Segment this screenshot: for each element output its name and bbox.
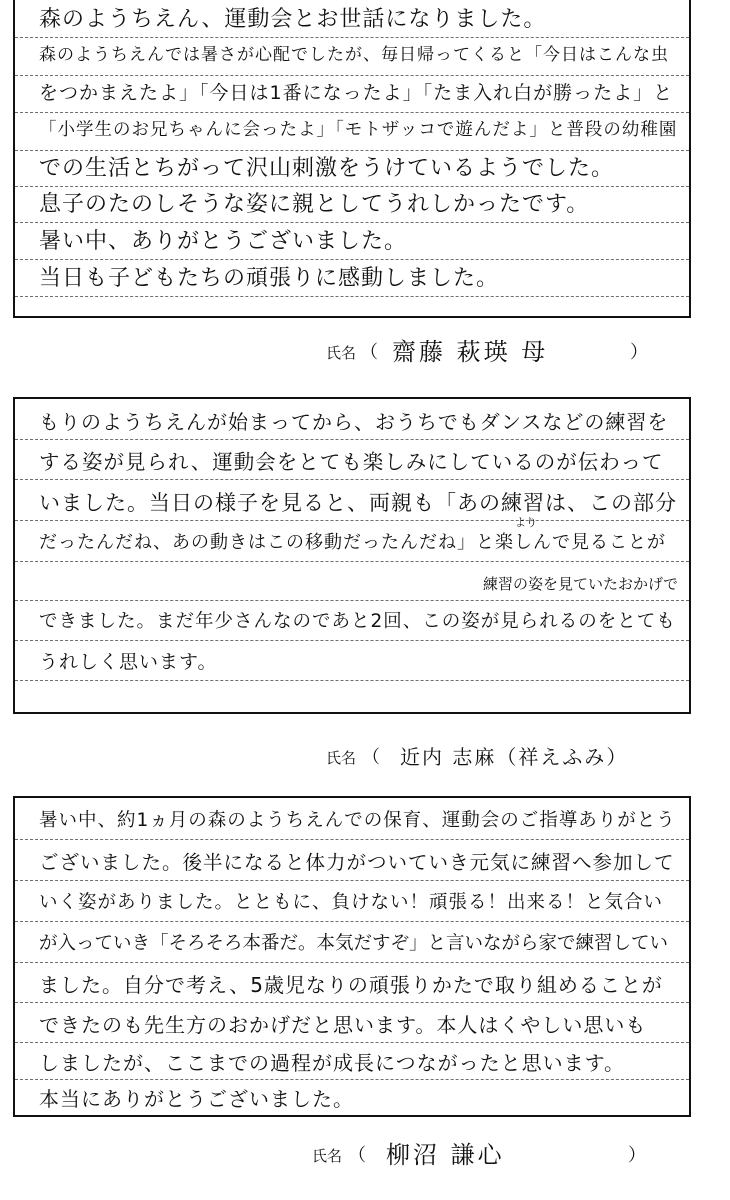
comment-line: 暑い中、ありがとうございました。 <box>39 229 408 254</box>
comment-line: ました。自分で考え、5歳児なりの頑張りかたで取り組めることが <box>39 973 663 997</box>
signature-row-3 <box>0 1143 730 1173</box>
comment-card-1 <box>13 0 691 318</box>
open-paren: （ <box>360 342 378 363</box>
comment-line: うれしく思います。 <box>39 651 218 673</box>
comment-line: もりのようちえんが始まってから、おうちでもダンスなどの練習を <box>39 410 669 434</box>
signature-row-2 <box>0 745 730 775</box>
comment-card-2 <box>13 397 691 714</box>
comment-line: での生活とちがって沢山刺激をうけているようでした。 <box>39 156 615 181</box>
open-paren: （ <box>348 1145 366 1166</box>
open-paren: （ <box>362 747 380 768</box>
comment-line: 当日も子どもたちの頑張りに感動しました。 <box>39 266 500 291</box>
ruby-annotation: より <box>515 516 537 529</box>
comment-line: 森のようちえんでは暑さが心配でしたが、毎日帰ってくると「今日はこんな虫 <box>39 45 669 65</box>
name-label: 氏名 <box>326 344 357 362</box>
comment-line: できました。まだ年少さんなのであと2回、この姿が見られるのをとても <box>39 611 676 632</box>
comment-line: 森のようちえん、運動会とお世話になりました。 <box>39 7 547 32</box>
close-paren: ） <box>630 342 648 363</box>
name-label: 氏名 <box>312 1147 343 1165</box>
comment-line: いました。当日の様子を見ると、両親も「あの練習は、この部分 <box>39 491 677 515</box>
comment-line: をつかまえたよ」「今日は1番になったよ」「たま入れ白が勝ったよ」と <box>39 82 674 104</box>
comment-line: できたのも先生方のおかげだと思います。本人はくやしい思いも <box>39 1013 647 1037</box>
comment-line: しましたが、ここまでの過程が成長につながったと思います。 <box>39 1051 625 1075</box>
comment-line: 暑い中、約1ヵ月の森のようちえんでの保育、運動会のご指導ありがとう <box>39 810 676 831</box>
comment-line: ございました。後半になると体力がついていき元気に練習へ参加して <box>39 851 675 874</box>
signature-name: 近内 志麻（祥えふみ） <box>400 745 629 769</box>
comment-line: が入っていき「そろそろ本番だ。本気だすぞ」と言いながら家で練習してい <box>39 933 669 954</box>
comment-line: 本当にありがとうございました。 <box>39 1087 354 1111</box>
comment-line: する姿が見られ、運動会をとても楽しみにしているのが伝わって <box>39 450 664 474</box>
signature-row-1 <box>0 340 730 370</box>
signature-name: 柳沼 謙心 <box>386 1141 505 1169</box>
inserted-note: 練習の姿を見ていたおかげで <box>483 575 679 593</box>
comment-line: 息子のたのしそうな姿に親としてうれしかったです。 <box>39 192 590 217</box>
signature-name: 齋藤 萩瑛 母 <box>392 338 549 366</box>
comment-line: 「小学生のお兄ちゃんに会ったよ」「モトザッコで遊んだよ」と普段の幼稚園 <box>39 120 678 140</box>
close-paren: ） <box>628 1145 646 1166</box>
name-label: 氏名 <box>326 749 357 767</box>
comment-line: いく姿がありました。とともに、負けない！頑張る！出来る！と気合い <box>39 892 664 913</box>
comment-card-3 <box>13 796 691 1117</box>
comment-line: だったんだね、あの動きはこの移動だったんだね」と楽しんで見ることが <box>39 532 666 553</box>
